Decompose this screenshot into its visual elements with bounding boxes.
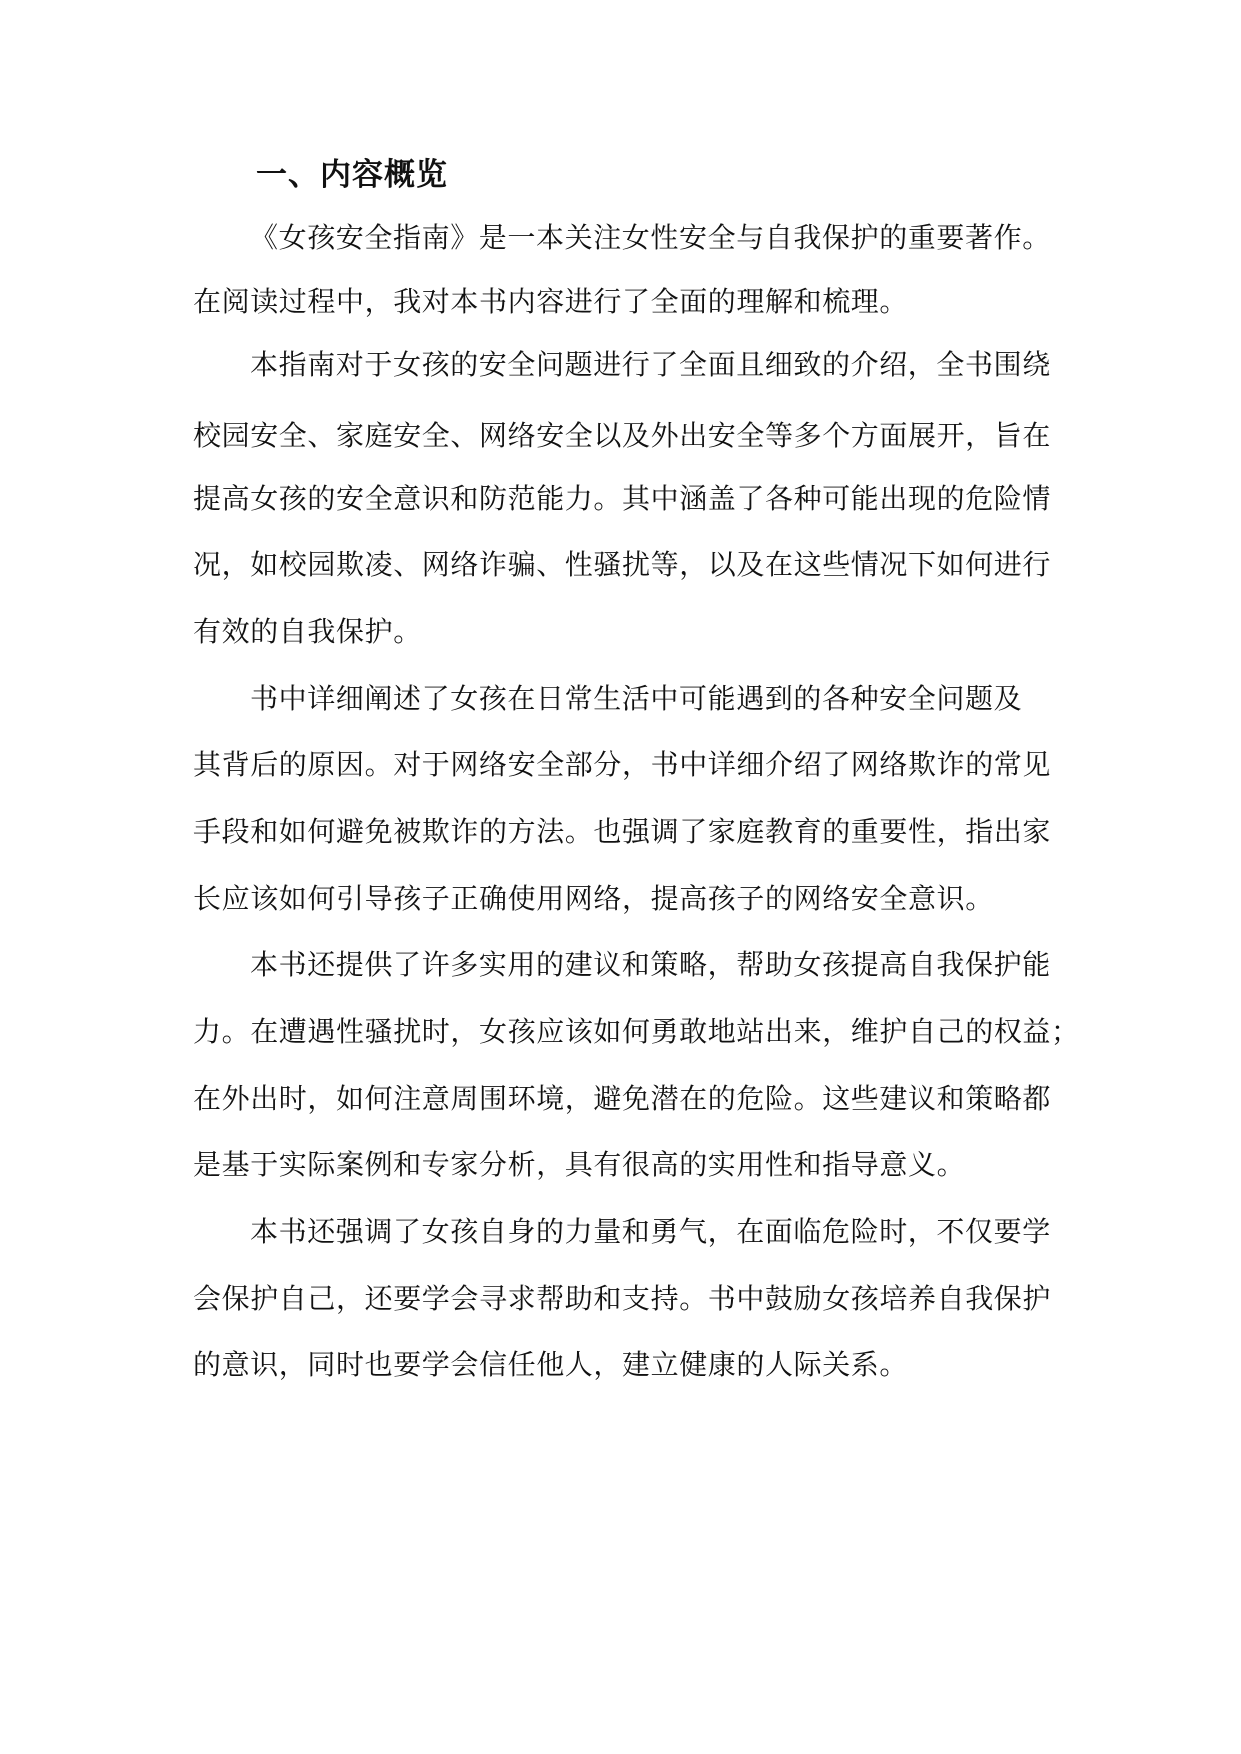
paragraph-line: 《女孩安全指南》是一本关注女性安全与自我保护的重要著作。: [250, 221, 1051, 254]
paragraph-line: 本书还强调了女孩自身的力量和勇气，在面临危险时，不仅要学: [250, 1215, 1051, 1248]
section-heading: 一、内容概览: [256, 157, 448, 193]
paragraph-line: 本指南对于女孩的安全问题进行了全面且细致的介绍，全书围绕: [250, 348, 1051, 381]
paragraph-line: 长应该如何引导孩子正确使用网络，提高孩子的网络安全意识。: [193, 882, 994, 915]
paragraph-line: 手段和如何避免被欺诈的方法。也强调了家庭教育的重要性，指出家: [193, 815, 1052, 848]
paragraph-line: 书中详细阐述了女孩在日常生活中可能遇到的各种安全问题及: [250, 682, 1023, 715]
paragraph-line: 的意识，同时也要学会信任他人，建立健康的人际关系。: [193, 1348, 909, 1381]
paragraph-line: 是基于实际案例和专家分析，具有很高的实用性和指导意义。: [193, 1148, 966, 1181]
paragraph-line: 在外出时，如何注意周围环境，避免潜在的危险。这些建议和策略都: [193, 1082, 1052, 1115]
paragraph-line: 会保护自己，还要学会寻求帮助和支持。书中鼓励女孩培养自我保护: [193, 1282, 1052, 1315]
paragraph-line: 校园安全、家庭安全、网络安全以及外出安全等多个方面展开，旨在: [193, 419, 1052, 452]
paragraph-line: 其背后的原因。对于网络安全部分，书中详细介绍了网络欺诈的常见: [193, 748, 1052, 781]
paragraph-line: 提高女孩的安全意识和防范能力。其中涵盖了各种可能出现的危险情: [193, 482, 1052, 515]
paragraph-line: 在阅读过程中，我对本书内容进行了全面的理解和梳理。: [193, 285, 909, 318]
paragraph-line: 力。在遭遇性骚扰时，女孩应该如何勇敢地站出来，维护自己的权益；: [193, 1015, 1080, 1048]
paragraph-line: 有效的自我保护。: [193, 615, 422, 648]
paragraph-line: 本书还提供了许多实用的建议和策略，帮助女孩提高自我保护能: [250, 948, 1051, 981]
paragraph-line: 况，如校园欺凌、网络诈骗、性骚扰等，以及在这些情况下如何进行: [193, 548, 1052, 581]
